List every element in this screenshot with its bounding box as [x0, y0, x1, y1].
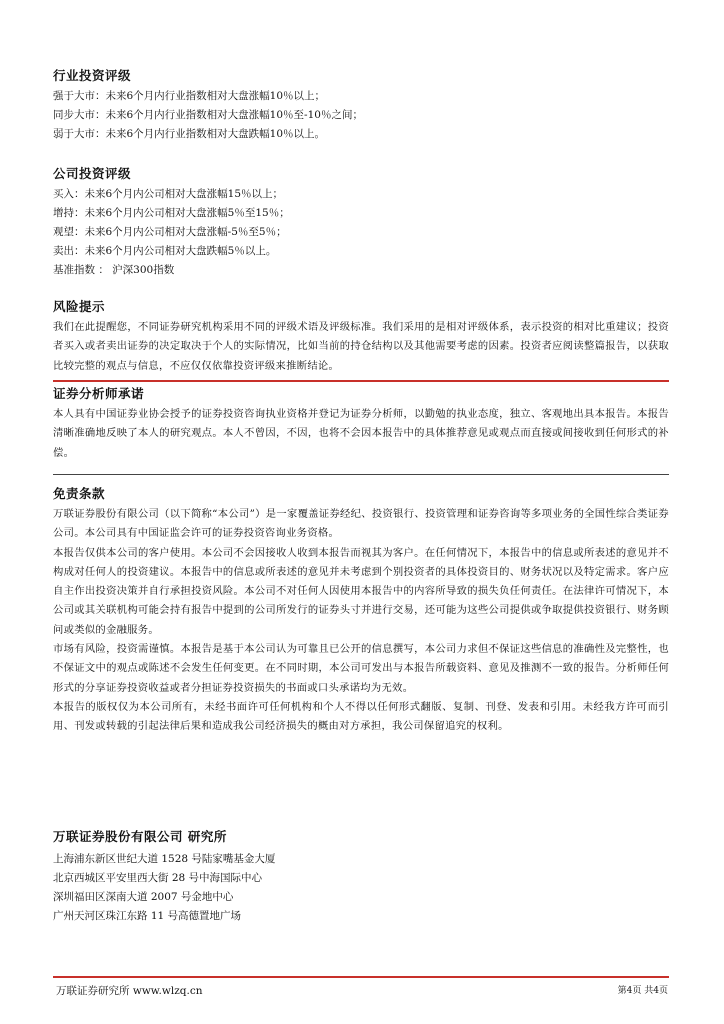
address-line: 广州天河区珠江东路 11 号高德置地广场	[53, 910, 242, 922]
industry-rating-line: 同步大市：未来6个月内行业指数相对大盘涨幅10％至-10％之间；	[53, 109, 363, 121]
industry-rating-line: 强于大市：未来6个月内行业指数相对大盘涨幅10％以上；	[53, 90, 326, 102]
section-divider	[53, 474, 669, 475]
analyst-heading: 证券分析师承诺	[53, 386, 145, 401]
industry-rating-section	[53, 68, 669, 144]
page-number: 第4页 共4页	[617, 986, 668, 996]
disclaimer-section	[53, 486, 669, 737]
industry-rating-heading: 行业投资评级	[53, 68, 132, 83]
footer-website: 万联证券研究所 www.wlzq.cn	[56, 985, 203, 997]
disclaimer-paragraph: 市场有风险，投资需谨慎。本报告是基于本公司认为可靠且已公开的信息撰写，本公司力求但不保证这些信息的准确性及完整性，也不保证文中的观点或陈述不会发生任何变更。在不同时期，本公司可发出与本报告所载资料、意见及推测不一致的报告。分析师任何形式的分享证券投资收益或者分担证券投资损失的书面或口头承诺均为无效。	[53, 643, 669, 694]
company-rating-line: 增持：未来6个月内公司相对大盘涨幅5％至15％；	[53, 207, 290, 219]
analyst-text: 本人具有中国证券业协会授予的证券投资咨询执业资格并登记为证券分析师，以勤勉的执业态度，独立、客观地出具本报告。本报告清晰准确地反映了本人的研究观点。本人不曾因，不因，也将不会因本报告中的具体推荐意见或观点而直接或间接收到任何形式的补偿。	[53, 408, 669, 459]
risk-text: 我们在此提醒您，不同证券研究机构采用不同的评级术语及评级标准。我们采用的是相对评级体系，表示投资的相对比重建议；投资者买入或者卖出证券的决定取决于个人的实际情况，比如当前的持仓结构以及其他需要考虑的因素。投资者应阅读整篇报告，以获取比较完整的观点与信息，不应仅仅依靠投资评级来推断结论。	[53, 321, 669, 372]
section-divider-red	[53, 380, 669, 382]
address-line: 深圳福田区深南大道 2007 号金地中心	[53, 891, 234, 903]
disclaimer-heading: 免责条款	[53, 486, 106, 501]
company-name: 万联证券股份有限公司 研究所	[53, 829, 227, 844]
analyst-section	[53, 386, 669, 463]
disclaimer-paragraph: 本报告仅供本公司的客户使用。本公司不会因接收人收到本报告而视其为客户。在任何情况下，本报告中的信息或所表述的意见并不构成对任何人的投资建议。本报告中的信息或所表述的意见并未考虑到个别投资者的具体投资目的、财务状况以及特定需求。客户应自主作出投资决策并自行承担投资风险。本公司不对任何人因使用本报告中的内容所导致的损失负任何责任。在法律许可情况下，本公司或其关联机构可能会持有报告中提到的公司所发行的证券头寸并进行交易，还可能为这些公司提供或争取提供投资银行、财务顾问或类似的金融服务。	[53, 546, 669, 636]
disclaimer-paragraph: 万联证券股份有限公司（以下简称“本公司”）是一家覆盖证券经纪、投资银行、投资管理和证券咨询等多项业务的全国性综合类证券公司。本公司具有中国证监会许可的证券投资咨询业务资格。	[53, 508, 669, 540]
company-rating-line: 观望：未来6个月内公司相对大盘涨幅-5％至5％；	[53, 226, 287, 238]
address-line: 上海浦东新区世纪大道 1528 号陆家嘴基金大厦	[53, 853, 276, 865]
industry-rating-line: 弱于大市：未来6个月内行业指数相对大盘跌幅10％以上。	[53, 128, 326, 140]
benchmark-index: 基准指数 ： 沪深300指数	[53, 264, 175, 276]
company-rating-section	[53, 166, 669, 280]
footer-divider	[53, 976, 669, 978]
company-rating-heading: 公司投资评级	[53, 166, 132, 181]
company-rating-line: 卖出：未来6个月内公司相对大盘跌幅5％以上。	[53, 245, 277, 257]
risk-heading: 风险提示	[53, 299, 106, 314]
disclaimer-paragraph: 本报告的版权仅为本公司所有，未经书面许可任何机构和个人不得以任何形式翻版、复制、刊登、发表和引用。未经我方许可而引用、刊发或转载的引起法律后果和造成我公司经济损失的概由对方承担，我公司保留追究的权利。	[53, 700, 669, 733]
address-line: 北京西城区平安里西大街 28 号中海国际中心	[53, 872, 263, 884]
company-rating-line: 买入：未来6个月内公司相对大盘涨幅15％以上；	[53, 188, 284, 200]
company-info	[53, 828, 669, 926]
risk-section	[53, 299, 669, 376]
